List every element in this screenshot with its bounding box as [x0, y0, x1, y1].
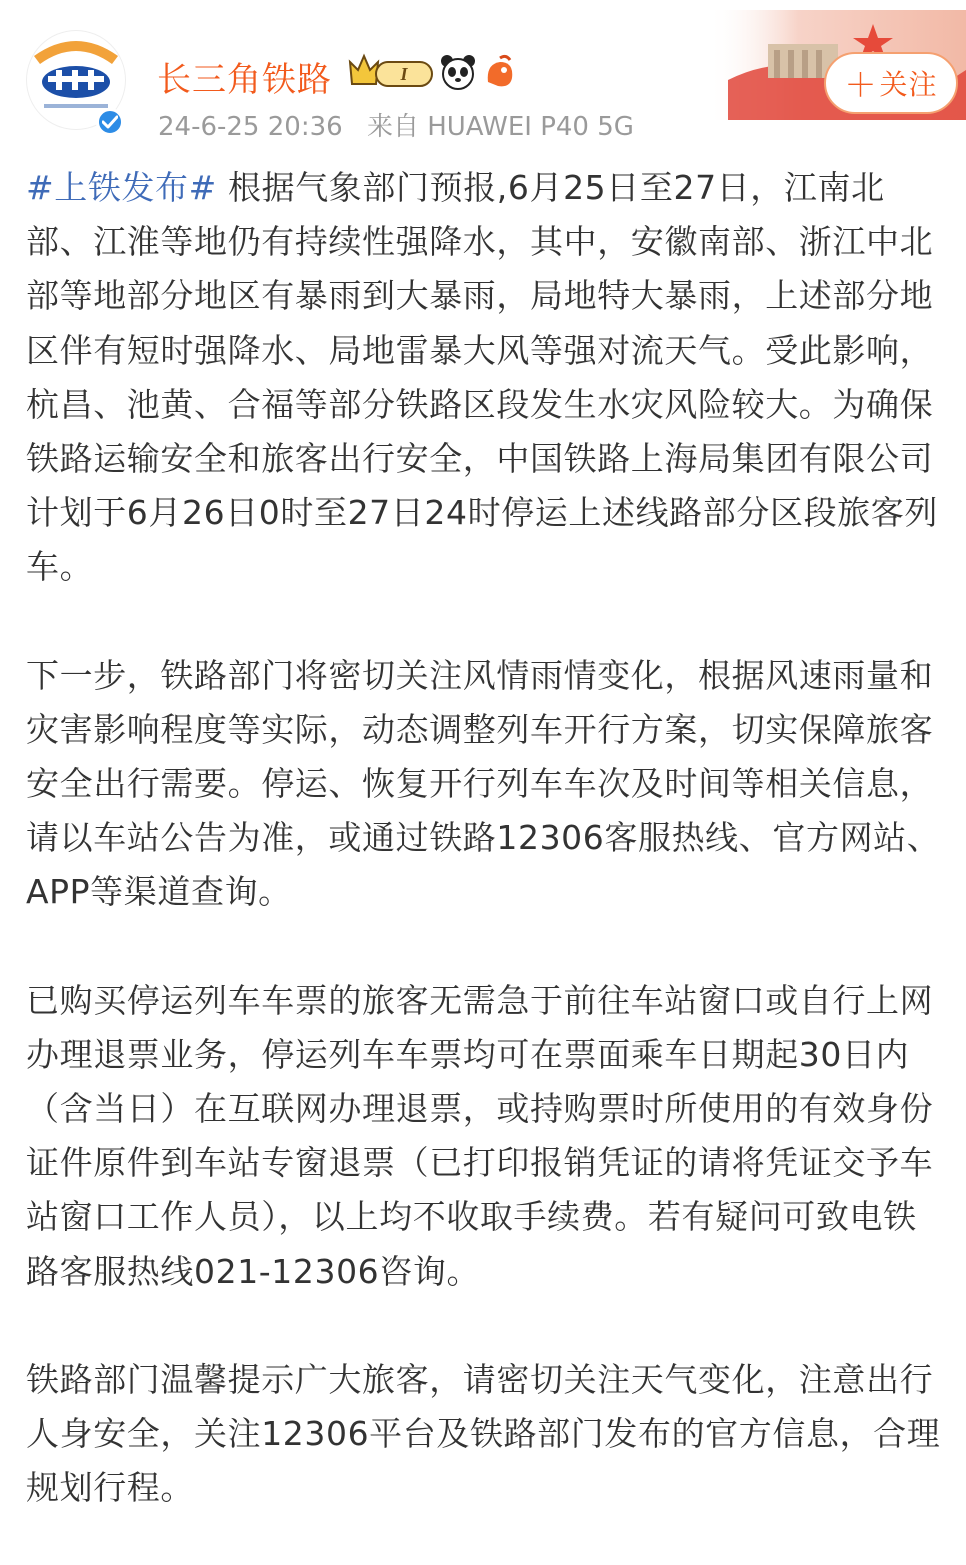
crown-level-badge-icon[interactable] — [346, 52, 436, 92]
post-header — [0, 0, 966, 150]
hashtag-link[interactable]: #上铁发布# — [26, 168, 217, 207]
author-name[interactable]: 长三角铁路 — [157, 60, 332, 100]
post-paragraph-2: 下一步，铁路部门将密切关注风情雨情变化，根据风速雨量和灾害影响程度等实际，动态调整列车开行方案，切实保障旅客安全出行需要。停运、恢复开行列车车次及时间等相关信息，请以车站公告为准，或通过铁路12306客服热线、官方网站、APP等渠道查询。 — [26, 655, 941, 912]
post-paragraph-4: 铁路部门温馨提示广大旅客，请密切关注天气变化，注意出行人身安全，关注12306平台及铁路部门发布的官方信息，合理规划行程。 — [26, 1359, 941, 1508]
panda-icon[interactable] — [438, 52, 478, 92]
post-paragraph-1 — [26, 161, 946, 595]
orange-pet-icon[interactable] — [480, 52, 520, 92]
paragraph-text: 根据气象部门预报,6月25日至27日，江南北部、江淮等地仍有持续性强降水，其中，安徽南部、浙江中北部等地部分地区有暴雨到大暴雨，局地特大暴雨，上述部分地区伴有短时强降水、局地雷暴大风等强对流天气。受此影响，杭昌、池黄、合福等部分铁路区段发生水灾风险较大。为确保铁路运输安全和旅客出行安全，中国铁路上海局集团有限公司计划于6月26日0时至27日24时停运上述线路部分区段旅客列车。 — [26, 168, 938, 587]
post-paragraph-3: 已购买停运列车车票的旅客无需急于前往车站窗口或自行上网办理退票业务，停运列车车票均可在票面乘车日期起30日内（含当日）在互联网办理退票，或持购票时所使用的有效身份证件原件到车站专窗退票（已打印报销凭证的请将凭证交予车站窗口工作人员），以上均不收取手续费。若有疑问可致电铁路客服热线021-12306咨询。 — [26, 980, 934, 1291]
level-label: I — [400, 64, 408, 84]
post-source: 来自 HUAWEI P40 5G — [366, 112, 634, 142]
plus-icon: ＋ — [844, 66, 878, 104]
follow-label: 关注 — [879, 68, 938, 101]
post-timestamp: 24-6-25 20:36 — [158, 112, 343, 142]
post-meta — [158, 106, 634, 143]
post-content — [26, 161, 946, 1515]
verified-badge-icon — [96, 108, 124, 136]
follow-button[interactable] — [824, 52, 958, 114]
